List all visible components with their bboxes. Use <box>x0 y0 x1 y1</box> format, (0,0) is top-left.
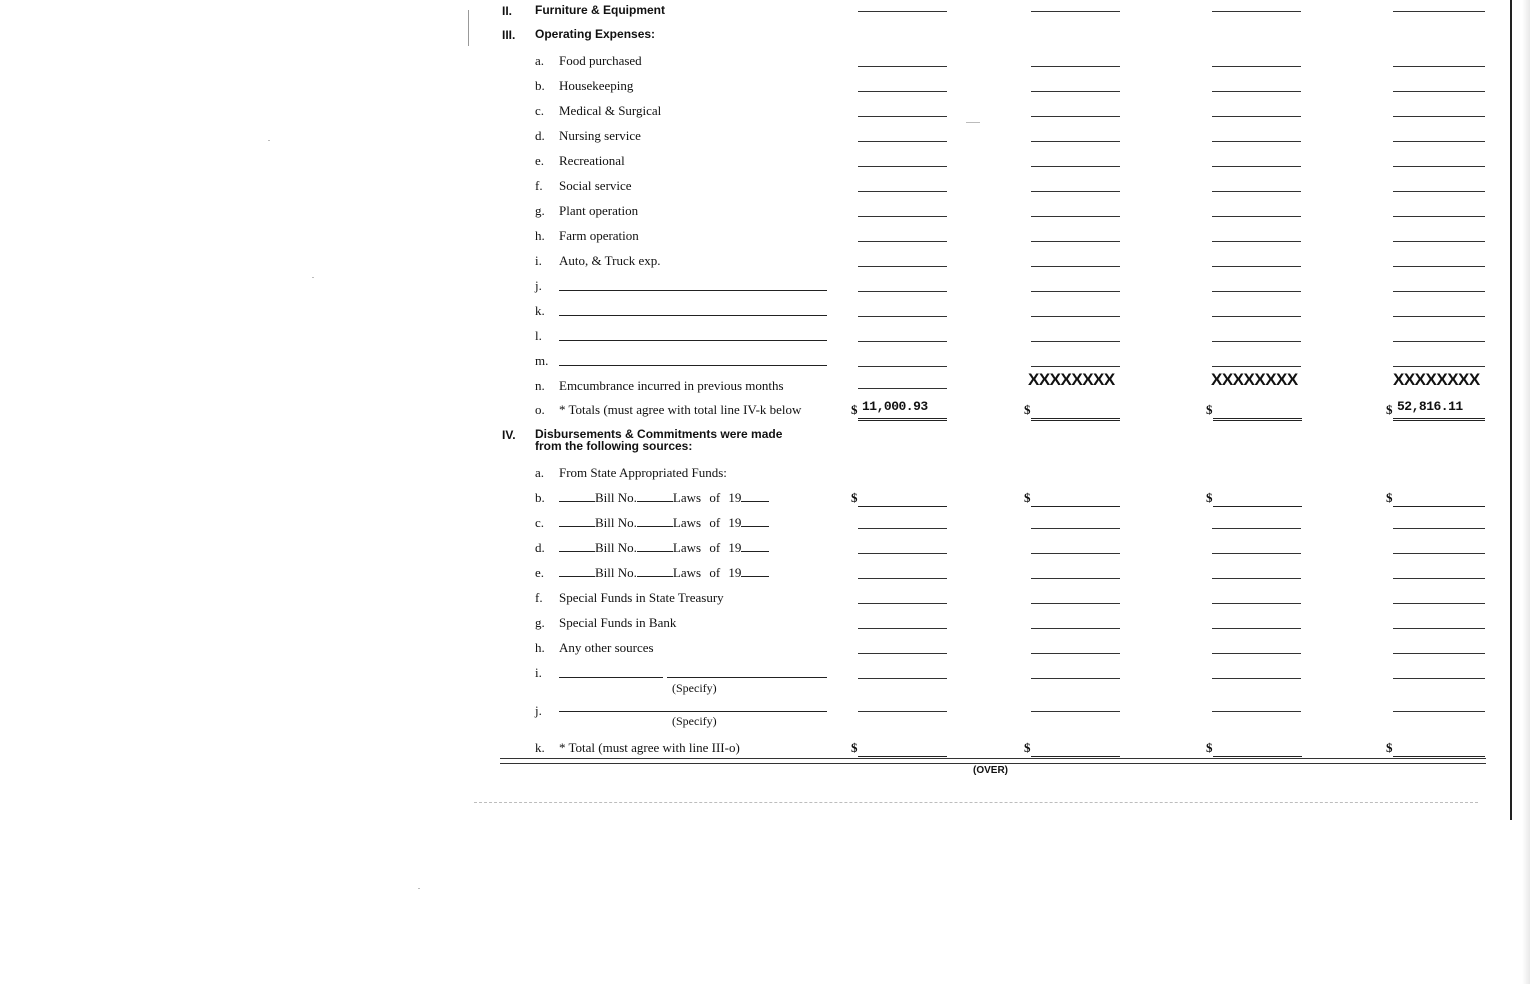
amount-field[interactable] <box>1031 602 1120 604</box>
amount-field[interactable] <box>1393 677 1485 679</box>
item-letter: o. <box>535 402 545 417</box>
row-furniture-equipment <box>0 4 1530 29</box>
amount-field[interactable] <box>1393 165 1485 167</box>
row-bill <box>0 565 1530 590</box>
item-letter: e. <box>535 153 545 168</box>
amount-field[interactable] <box>1031 740 1120 759</box>
row-item <box>0 128 1530 153</box>
item-letter: c. <box>535 515 545 530</box>
item-letter: j. <box>535 703 542 718</box>
item-label: Any other sources <box>559 640 654 655</box>
bill-number-blank[interactable] <box>559 565 595 577</box>
item-letter: d. <box>535 540 545 555</box>
item-letter: b. <box>535 78 545 93</box>
dollar-sign: $ <box>1386 740 1393 755</box>
amount-field[interactable] <box>1212 240 1301 242</box>
item-letter: l. <box>535 328 542 343</box>
section-title <box>535 428 782 452</box>
specify-note: (Specify) <box>672 714 717 728</box>
bill-label: Bill No. <box>595 490 637 505</box>
amount-field[interactable] <box>1212 215 1301 217</box>
bill-label: Bill No. <box>595 540 637 555</box>
amount-field[interactable] <box>1212 10 1301 12</box>
amount-field[interactable] <box>1031 65 1120 67</box>
item-label: Special Funds in Bank <box>559 615 677 630</box>
row-encumbrance <box>0 370 1530 403</box>
dollar-sign: $ <box>851 490 858 505</box>
amount-field[interactable] <box>1393 215 1485 217</box>
row-bill <box>0 540 1530 565</box>
item-label: Medical & Surgical <box>559 103 662 118</box>
bill-line <box>559 515 769 531</box>
row-item <box>0 103 1530 128</box>
item-letter: i. <box>535 665 542 680</box>
row-item <box>0 640 1530 665</box>
bill-number-blank[interactable] <box>559 515 595 527</box>
amount-field[interactable] <box>1031 710 1120 712</box>
amount-field[interactable] <box>1393 577 1485 579</box>
amount-field[interactable] <box>858 652 947 654</box>
write-in-line[interactable] <box>559 677 663 678</box>
row-item <box>0 53 1530 78</box>
amount-field[interactable] <box>1031 290 1120 292</box>
amount-field[interactable] <box>858 740 947 759</box>
amount-field[interactable] <box>1031 265 1120 267</box>
amount-field[interactable] <box>1031 652 1120 654</box>
section-number: IV. <box>502 428 516 442</box>
item-label: Housekeeping <box>559 78 634 93</box>
bill-no-blank[interactable] <box>637 490 673 502</box>
year-blank[interactable] <box>741 515 769 527</box>
amount-field[interactable] <box>1393 340 1485 342</box>
amount-field[interactable] <box>1212 265 1301 267</box>
amount-field[interactable] <box>858 315 947 317</box>
amount-field[interactable] <box>1031 240 1120 242</box>
amount-field[interactable] <box>858 490 947 507</box>
amount-field[interactable] <box>1393 10 1485 12</box>
bill-no-blank[interactable] <box>637 565 673 577</box>
amount-field[interactable] <box>1031 402 1120 421</box>
amount-field[interactable] <box>1212 140 1301 142</box>
amount-field[interactable] <box>1031 10 1120 12</box>
item-letter: h. <box>535 640 545 655</box>
amount-field[interactable] <box>1031 552 1120 554</box>
amount-field[interactable] <box>1212 527 1301 529</box>
amount-field[interactable] <box>1031 577 1120 579</box>
amount-field[interactable] <box>858 165 947 167</box>
amount-field[interactable] <box>1031 140 1120 142</box>
dollar-sign: $ <box>1024 490 1031 505</box>
amount-field[interactable] <box>858 190 947 192</box>
section-title-line: from the following sources: <box>535 439 693 453</box>
row-item <box>0 615 1530 640</box>
amount-field[interactable] <box>1393 490 1485 507</box>
amount-field[interactable] <box>1393 399 1485 421</box>
amount-field[interactable] <box>1212 190 1301 192</box>
amount-field[interactable] <box>1212 90 1301 92</box>
row-bill <box>0 490 1530 515</box>
dollar-sign: $ <box>1206 490 1213 505</box>
section-title: Operating Expenses: <box>535 27 656 41</box>
amount-field[interactable] <box>1213 740 1302 759</box>
amount-field[interactable] <box>1393 65 1485 67</box>
item-label: Plant operation <box>559 203 639 218</box>
amount-field[interactable] <box>1031 315 1120 317</box>
item-letter: c. <box>535 103 545 118</box>
section-number: III. <box>502 28 516 42</box>
amount-field[interactable] <box>858 90 947 92</box>
item-letter: m. <box>535 353 549 368</box>
amount-field[interactable] <box>1031 115 1120 117</box>
laws-label: Laws of 19 <box>672 490 742 505</box>
item-letter: j. <box>535 278 542 293</box>
amount-field[interactable] <box>1212 577 1301 579</box>
amount-field[interactable] <box>1393 602 1485 604</box>
write-in-line[interactable] <box>559 711 827 712</box>
blocked-cell-mark: XXXXXXXX <box>1393 370 1480 389</box>
blocked-cell-mark: XXXXXXXX <box>1211 370 1298 389</box>
amount-field[interactable] <box>858 340 947 342</box>
item-label: * Total (must agree with line III-o) <box>559 740 740 755</box>
item-label: Nursing service <box>559 128 641 143</box>
row-item <box>0 328 1530 353</box>
amount-field[interactable] <box>1031 527 1120 529</box>
row-specify <box>0 665 1530 699</box>
amount-field[interactable] <box>1212 652 1301 654</box>
dollar-sign: $ <box>1206 740 1213 755</box>
bill-label: Bill No. <box>595 515 637 530</box>
amount-field[interactable] <box>1212 315 1301 317</box>
amount-field[interactable] <box>1212 340 1301 342</box>
amount-field[interactable] <box>1212 627 1301 629</box>
bill-line <box>559 490 769 506</box>
year-blank[interactable] <box>741 490 769 502</box>
dollar-sign: $ <box>1386 402 1393 417</box>
item-letter: d. <box>535 128 545 143</box>
year-blank[interactable] <box>741 565 769 577</box>
amount-field[interactable] <box>1393 240 1485 242</box>
dollar-sign: $ <box>1024 402 1031 417</box>
laws-label: Laws of 19 <box>672 540 742 555</box>
amount-field[interactable] <box>1031 365 1120 367</box>
specify-note: (Specify) <box>672 681 717 695</box>
item-letter: f. <box>535 178 543 193</box>
item-letter: b. <box>535 490 545 505</box>
write-in-line[interactable] <box>559 340 827 341</box>
item-label: From State Appropriated Funds: <box>559 465 727 480</box>
scan-edge-line <box>474 802 1478 803</box>
amount-field[interactable] <box>1393 710 1485 712</box>
amount-field[interactable] <box>1393 190 1485 192</box>
amount-field[interactable] <box>1212 677 1301 679</box>
amount-field[interactable] <box>1212 115 1301 117</box>
dollar-sign: $ <box>1024 740 1031 755</box>
amount-field[interactable] <box>858 387 947 389</box>
item-label: Auto, & Truck exp. <box>559 253 661 268</box>
amount-field[interactable] <box>1393 552 1485 554</box>
amount-field[interactable] <box>858 527 947 529</box>
amount-field[interactable] <box>858 215 947 217</box>
amount-field[interactable] <box>1393 315 1485 317</box>
amount-field[interactable] <box>858 65 947 67</box>
bill-number-blank[interactable] <box>559 540 595 552</box>
item-letter: k. <box>535 303 545 318</box>
amount-field[interactable] <box>1031 490 1120 507</box>
item-label: Emcumbrance incurred in previous months <box>559 378 784 393</box>
item-letter: g. <box>535 203 545 218</box>
amount-field[interactable] <box>1212 65 1301 67</box>
amount-field[interactable] <box>1031 165 1120 167</box>
item-letter: a. <box>535 465 545 480</box>
row-item <box>0 278 1530 303</box>
row-item <box>0 228 1530 253</box>
amount-field[interactable] <box>858 10 947 12</box>
blocked-cell-mark: XXXXXXXX <box>1028 370 1115 389</box>
typed-amount: 11,000.93 <box>862 399 928 414</box>
amount-field[interactable] <box>858 552 947 554</box>
amount-field[interactable] <box>1393 527 1485 529</box>
row-item <box>0 78 1530 103</box>
item-label: Special Funds in State Treasury <box>559 590 724 605</box>
row-specify <box>0 703 1530 737</box>
row-totals <box>0 399 1530 427</box>
amount-field[interactable] <box>1393 115 1485 117</box>
dollar-sign: $ <box>851 402 858 417</box>
row-item <box>0 253 1530 278</box>
item-label: Recreational <box>559 153 625 168</box>
laws-label: Laws of 19 <box>672 515 742 530</box>
bill-no-blank[interactable] <box>637 515 673 527</box>
dollar-sign: $ <box>1386 490 1393 505</box>
year-blank[interactable] <box>741 540 769 552</box>
write-in-line[interactable] <box>559 365 827 366</box>
typed-amount: 52,816.11 <box>1397 399 1463 414</box>
amount-field[interactable] <box>858 240 947 242</box>
amount-field[interactable] <box>1031 190 1120 192</box>
bill-label: Bill No. <box>595 565 637 580</box>
item-letter: a. <box>535 53 545 68</box>
item-label: Social service <box>559 178 632 193</box>
bill-line <box>559 565 769 581</box>
item-letter: n. <box>535 378 545 393</box>
item-letter: e. <box>535 565 545 580</box>
amount-field[interactable] <box>1393 627 1485 629</box>
amount-field[interactable] <box>1393 290 1485 292</box>
row-item <box>0 590 1530 615</box>
row-item <box>0 303 1530 328</box>
row-disbursements-header <box>0 428 1530 458</box>
amount-field[interactable] <box>858 602 947 604</box>
amount-field[interactable] <box>1031 340 1120 342</box>
row-item <box>0 153 1530 178</box>
row-state-funds <box>0 465 1530 490</box>
amount-field[interactable] <box>1031 677 1120 679</box>
laws-label: Laws of 19 <box>672 565 742 580</box>
amount-field[interactable] <box>858 677 947 679</box>
bill-no-blank[interactable] <box>637 540 673 552</box>
amount-field[interactable] <box>1213 402 1302 421</box>
amount-field[interactable] <box>1393 140 1485 142</box>
amount-field[interactable] <box>858 365 947 367</box>
section-number: II. <box>502 4 513 18</box>
amount-field[interactable] <box>858 577 947 579</box>
amount-field[interactable] <box>1393 265 1485 267</box>
amount-field[interactable] <box>1031 627 1120 629</box>
row-item <box>0 353 1530 378</box>
amount-field[interactable] <box>858 140 947 142</box>
amount-field[interactable] <box>1212 290 1301 292</box>
amount-field[interactable] <box>1212 365 1301 367</box>
item-letter: h. <box>535 228 545 243</box>
write-in-line[interactable] <box>667 677 827 678</box>
amount-field[interactable] <box>1393 652 1485 654</box>
amount-field[interactable] <box>858 710 947 712</box>
row-bill <box>0 515 1530 540</box>
item-label: Farm operation <box>559 228 639 243</box>
item-letter: k. <box>535 740 545 755</box>
amount-field[interactable] <box>858 290 947 292</box>
amount-field[interactable] <box>1213 490 1302 507</box>
write-in-line[interactable] <box>559 290 827 291</box>
amount-field[interactable] <box>1031 215 1120 217</box>
amount-field[interactable] <box>1031 90 1120 92</box>
amount-field[interactable] <box>858 627 947 629</box>
section-title-line: Disbursements & Commitments were made <box>535 427 783 441</box>
row-item <box>0 203 1530 228</box>
dollar-sign: $ <box>851 740 858 755</box>
write-in-line[interactable] <box>559 315 827 316</box>
item-label: * Totals (must agree with total line IV-k below <box>559 402 802 417</box>
bill-number-blank[interactable] <box>559 490 595 502</box>
row-operating-expenses-header <box>0 28 1530 53</box>
amount-field[interactable] <box>1393 90 1485 92</box>
amount-field[interactable] <box>858 399 947 421</box>
amount-field[interactable] <box>858 265 947 267</box>
over-note: (OVER) <box>973 765 1008 776</box>
amount-field[interactable] <box>858 115 947 117</box>
amount-field[interactable] <box>1212 165 1301 167</box>
bottom-double-rule <box>500 758 1486 764</box>
row-item <box>0 178 1530 203</box>
item-label: Food purchased <box>559 53 642 68</box>
amount-field[interactable] <box>1393 365 1485 367</box>
bill-line <box>559 540 769 556</box>
dollar-sign: $ <box>1206 402 1213 417</box>
amount-field[interactable] <box>1212 602 1301 604</box>
amount-field[interactable] <box>1212 710 1301 712</box>
amount-field[interactable] <box>1212 552 1301 554</box>
item-letter: g. <box>535 615 545 630</box>
item-letter: i. <box>535 253 542 268</box>
item-letter: f. <box>535 590 543 605</box>
amount-field[interactable] <box>1393 740 1485 759</box>
section-title: Furniture & Equipment <box>535 3 665 17</box>
